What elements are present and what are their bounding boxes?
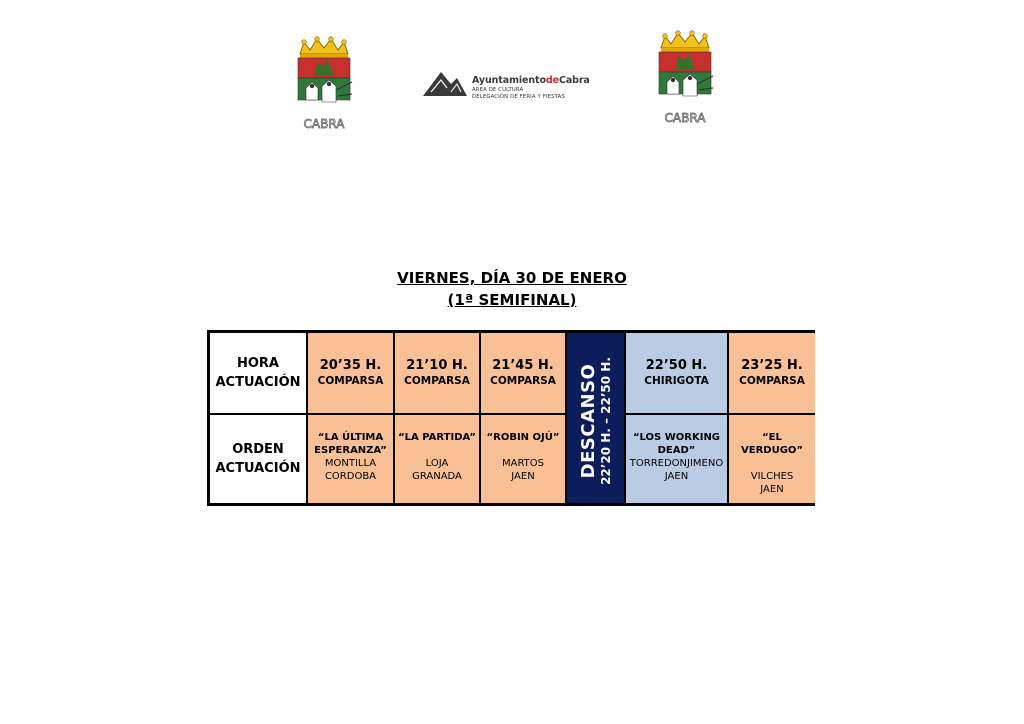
slot-time: 20’35 H. <box>319 357 382 373</box>
crown-icon <box>300 37 348 58</box>
group-province: CORDOBA <box>324 471 377 482</box>
page-subtitle: (1ª SEMIFINAL) <box>447 291 577 309</box>
slot-performer-cell <box>729 415 815 503</box>
slot-time-cell <box>395 333 479 413</box>
ayuntamiento-logo <box>421 70 591 102</box>
row-label-hora-line1: HORA <box>236 356 279 371</box>
break-cell <box>567 333 624 503</box>
slot-performer-cell <box>626 415 727 503</box>
svg-text:CABRA: CABRA <box>664 111 706 125</box>
row-label-hora-line2: ACTUACIÓN <box>215 375 301 390</box>
group-name-cont: DEAD” <box>657 445 696 456</box>
row-label-hora <box>210 333 306 413</box>
page-title: VIERNES, DÍA 30 DE ENERO <box>397 269 627 287</box>
group-province: JAEN <box>664 471 689 482</box>
group-name-cont <box>481 444 565 457</box>
row-label-orden <box>210 415 306 503</box>
group-town: MARTOS <box>501 458 545 469</box>
crown-icon <box>661 31 709 52</box>
slot-time-cell <box>481 333 565 413</box>
group-name-cont <box>395 444 479 457</box>
row-label-orden-line1: ORDEN <box>232 442 284 457</box>
group-town: TORREDONJIMENO <box>629 458 724 469</box>
slot-performer-cell <box>481 415 565 503</box>
group-town: LOJA <box>425 458 449 469</box>
slot-time-cell <box>626 333 727 413</box>
ayuntamiento-emblem-icon <box>421 70 469 100</box>
group-name: “LA PARTIDA” <box>398 432 476 443</box>
ayuntamiento-delegation: DELEGACIÓN DE FERIA Y FIESTAS <box>472 94 565 100</box>
ayuntamiento-name: AyuntamientodeCabra <box>472 75 590 86</box>
group-name: “EL <box>762 432 782 443</box>
svg-text:CABRA: CABRA <box>303 117 345 131</box>
slot-time-cell <box>308 333 393 413</box>
break-label: DESCANSO <box>578 363 599 479</box>
cabra-crest-right <box>653 30 717 130</box>
slot-performer-cell <box>395 415 479 503</box>
slot-type: COMPARSA <box>490 374 556 387</box>
slot-performer-cell <box>308 415 393 503</box>
group-province: JAEN <box>760 484 784 495</box>
group-name: “ROBIN OJÚ” <box>486 432 560 443</box>
slot-time: 21’10 H. <box>406 357 468 373</box>
break-time: 22’20 H. – 22’50 H. <box>599 357 613 485</box>
cabra-crest-left <box>292 36 356 136</box>
group-province: JAEN <box>511 471 535 482</box>
slot-time: 21’45 H. <box>492 357 554 373</box>
group-name: “LA ÚLTIMA <box>317 432 384 443</box>
schedule-table <box>207 330 815 506</box>
slot-time: 23’25 H. <box>741 357 803 373</box>
ayuntamiento-area: ÁREA DE CULTURA <box>472 87 524 93</box>
slot-type: COMPARSA <box>739 374 805 387</box>
group-name-cont: ESPERANZA” <box>314 445 387 456</box>
slot-type: COMPARSA <box>404 374 470 387</box>
group-town: MONTILLA <box>324 458 377 469</box>
slot-type: CHIRIGOTA <box>644 374 709 387</box>
group-name-cont: VERDUGO” <box>741 445 803 456</box>
slot-type: COMPARSA <box>317 374 384 387</box>
slot-time-cell <box>729 333 815 413</box>
group-name: “LOS WORKING <box>632 432 721 443</box>
group-province: GRANADA <box>412 471 462 482</box>
row-label-orden-line2: ACTUACIÓN <box>215 461 301 476</box>
group-town: VILCHES <box>750 471 794 482</box>
slot-time: 22’50 H. <box>645 357 708 373</box>
